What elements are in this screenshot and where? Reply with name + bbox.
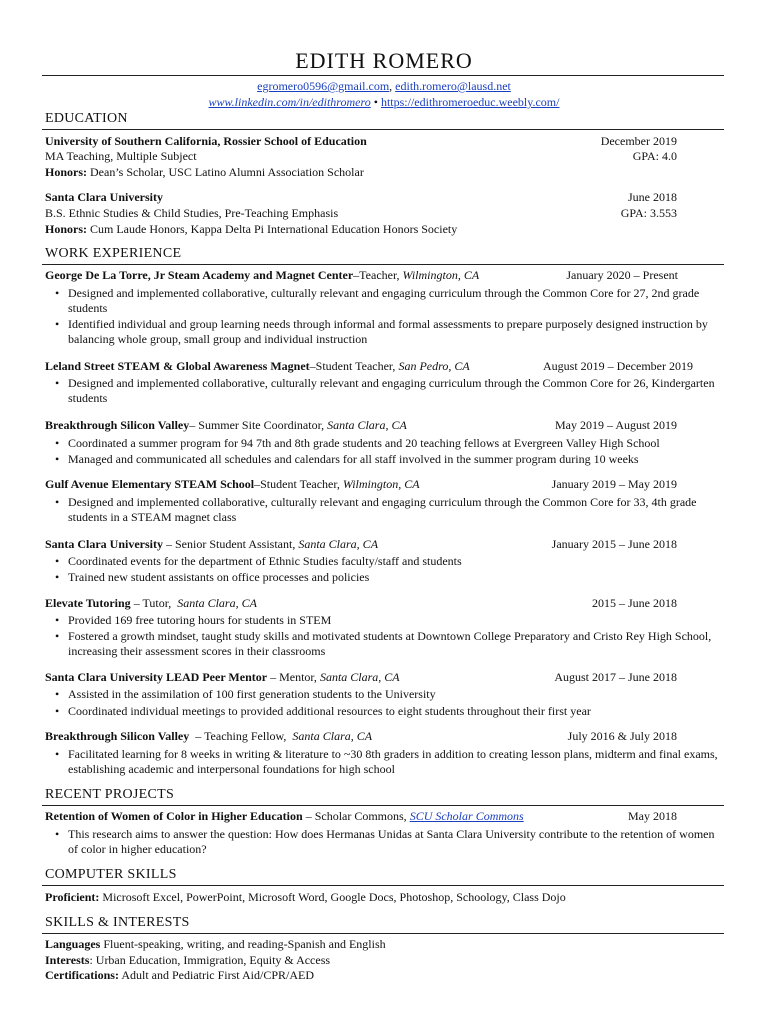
job-bullet: • Provided 169 free tutoring hours for students in STEM — [55, 613, 332, 627]
job-header: George De La Torre, Jr Steam Academy and Magnet Center–Teacher, Wilmington, CA January 2020 – Present — [45, 268, 678, 282]
job-org: Breakthrough Silicon Valley — [45, 729, 190, 743]
job-header: Santa Clara University LEAD Peer Mentor – Mentor, Santa Clara, CA August 2017 – June 2018 — [45, 670, 677, 684]
job-bullet: • Designed and implemented collaborative, culturally relevant and engaging curriculum through the Common Core for 27, 2nd grade students — [55, 286, 700, 315]
job-bullet: • Fostered a growth mindset, taught study skills and motivated students at Downtown College Preparatory and Cristo Rey High School, increasing their assessment scores in their classrooms — [55, 629, 712, 658]
honors-line: Honors: Dean’s Scholar, USC Latino Alumni Association Scholar — [45, 165, 364, 179]
job-bullet: • Coordinated a summer program for 94 7th and 8th grade students and 20 teaching fellows at Evergreen Valley High School — [55, 436, 660, 450]
projects-divider — [42, 805, 724, 806]
contact-emails: egromero0596@gmail.com, edith.romero@lausd.net — [257, 79, 511, 93]
job-date: January 2020 – Present — [566, 268, 678, 282]
job-bullet: • Identified individual and group learning needs through informal and formal assessments to prepare purposely designed instruction by balancing whole group, small group and individual instruction — [55, 317, 708, 346]
computer-divider — [42, 885, 724, 886]
job-org: Leland Street STEAM & Global Awareness Magnet — [45, 359, 310, 373]
contact-web: www.linkedin.com/in/edithromero • https://edithromeroeduc.weebly.com/ — [208, 95, 560, 109]
job-org: George De La Torre, Jr Steam Academy and Magnet Center — [45, 268, 354, 282]
job-header: Gulf Avenue Elementary STEAM School–Student Teacher, Wilmington, CA January 2019 – May 2019 — [45, 477, 677, 491]
skills-divider — [42, 933, 724, 934]
job-bullet: • Assisted in the assimilation of 100 first generation students to the University — [55, 687, 436, 701]
job-date: August 2019 – December 2019 — [543, 359, 693, 373]
job-date: January 2019 – May 2019 — [551, 477, 677, 491]
project-bullet: • This research aims to answer the question: How does Hermanas Unidas at Santa Clara University contribute to the retention of women of color in higher education? — [55, 827, 715, 856]
job-date: January 2015 – June 2018 — [551, 537, 677, 551]
job-bullet: • Designed and implemented collaborative, culturally relevant and engaging curriculum through the Common Core for 26, Kindergarten students — [55, 376, 715, 405]
education-entry-usc — [45, 133, 725, 149]
computer-heading: COMPUTER SKILLS — [45, 867, 177, 882]
job-bullet: • Coordinated events for the department of Ethnic Studies faculty/staff and students — [55, 554, 462, 568]
job-header: Breakthrough Silicon Valley– Summer Site Coordinator, Santa Clara, CA May 2019 – August 2019 — [45, 418, 677, 432]
job-bullet: • Managed and communicated all schedules and calendars for all staff involved in the summer program during 10 weeks — [55, 452, 639, 466]
education-divider — [42, 129, 724, 130]
gpa: GPA: 4.0 — [632, 149, 677, 163]
job-header: Santa Clara University – Senior Student Assistant, Santa Clara, CA January 2015 – June 2018 — [45, 537, 677, 551]
education-date: June 2018 — [628, 190, 677, 204]
certifications-line: Certifications: Adult and Pediatric First Aid/CPR/AED — [45, 968, 314, 982]
website-link[interactable]: https://edithromeroeduc.weebly.com/ — [380, 95, 560, 109]
linkedin-link[interactable]: www.linkedin.com/in/edithromero — [208, 95, 371, 109]
job-date: May 2019 – August 2019 — [554, 418, 677, 432]
project-date: May 2018 — [628, 809, 677, 823]
resume-name: EDITH ROMERO — [295, 48, 473, 73]
education-entry-scu — [45, 189, 725, 205]
job-org: Elevate Tutoring — [45, 596, 131, 610]
job-header: Elevate Tutoring – Tutor, Santa Clara, CA 2015 – June 2018 — [45, 596, 677, 610]
education-date: December 2019 — [600, 134, 677, 148]
job-org: Santa Clara University LEAD Peer Mentor — [45, 670, 268, 684]
email-link-personal[interactable]: egromero0596@gmail.com — [257, 79, 390, 93]
job-org: Gulf Avenue Elementary STEAM School — [45, 477, 255, 491]
scholar-commons-link[interactable]: SCU Scholar Commons — [409, 809, 524, 823]
languages-line: Languages Fluent-speaking, writing, and reading-Spanish and English — [45, 937, 386, 951]
job-org: Santa Clara University — [45, 537, 163, 551]
degree: B.S. Ethnic Studies & Child Studies, Pre-Teaching Emphasis — [45, 206, 339, 220]
school-name: University of Southern California, Rossier School of Education — [45, 134, 367, 148]
job-date: 2015 – June 2018 — [592, 596, 677, 610]
skills-heading: SKILLS & INTERESTS — [45, 915, 190, 930]
honors-line: Honors: Cum Laude Honors, Kappa Delta Pi International Education Honors Society — [45, 222, 458, 236]
gpa: GPA: 3.553 — [620, 206, 677, 220]
degree: MA Teaching, Multiple Subject — [45, 149, 197, 163]
job-header: Leland Street STEAM & Global Awareness Magnet–Student Teacher, San Pedro, CA August 2019 – December 2019 — [45, 359, 693, 373]
school-name: Santa Clara University — [45, 190, 163, 204]
project-title: Retention of Women of Color in Higher Education — [45, 809, 303, 823]
computer-skills-line: Proficient: Microsoft Excel, PowerPoint, Microsoft Word, Google Docs, Photoshop, Schoology, Class Dojo — [45, 890, 566, 904]
interests-line: Interests: Urban Education, Immigration, Equity & Access — [45, 953, 331, 967]
job-header: Breakthrough Silicon Valley – Teaching Fellow, Santa Clara, CA July 2016 & July 2018 — [45, 729, 677, 743]
header-divider — [42, 75, 724, 76]
job-bullet: • Trained new student assistants on office processes and policies — [55, 570, 370, 584]
work-heading: WORK EXPERIENCE — [45, 246, 182, 261]
job-bullet: • Coordinated individual meetings to provided additional resources to eight students throughout their first year — [55, 704, 591, 718]
work-divider — [42, 264, 724, 265]
job-date: July 2016 & July 2018 — [567, 729, 677, 743]
education-heading: EDUCATION — [45, 111, 128, 126]
job-bullet: • Facilitated learning for 8 weeks in writing & literature to ~30 8th graders in addition to creating lesson plans, midterm and final exams, establishing academic and interpersonal foundations for high school — [55, 747, 718, 776]
job-org: Breakthrough Silicon Valley — [45, 418, 190, 432]
project-header: Retention of Women of Color in Higher Education – Scholar Commons, SCU Scholar Commons May 2018 — [45, 809, 677, 823]
email-link-work[interactable]: edith.romero@lausd.net — [395, 79, 511, 93]
job-bullet: • Designed and implemented collaborative, culturally relevant and engaging curriculum through the Common Core for 33, 4th grade students in a STEAM magnet class — [55, 495, 697, 524]
projects-heading: RECENT PROJECTS — [45, 787, 175, 802]
job-date: August 2017 – June 2018 — [554, 670, 677, 684]
